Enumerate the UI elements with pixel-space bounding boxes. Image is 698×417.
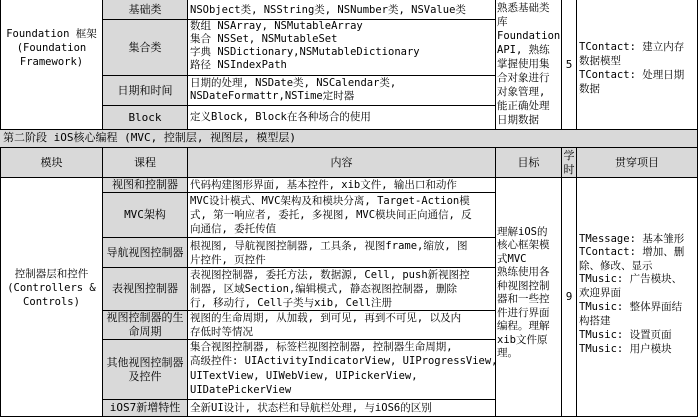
top-content-2-line-2: NSDateFormattr,NSTime定时器 <box>190 90 355 102</box>
bottom-content-3-line-1: 表视图控制器, 委托方法, 数据源, Cell, push新视图控 <box>190 269 470 281</box>
top-content-0-line-1: NSObject类, NSString类, NSNumber类, NSValue类 <box>190 4 466 16</box>
bottom-course-4: 视图控制器的生 命周期 <box>106 311 184 338</box>
bottom-course-5: 其他视图控制器 及控件 <box>106 355 184 383</box>
bottom-course-3: 表视图控制器 <box>112 282 178 295</box>
bottom-project-line-1: TMessage: 基本雏形 <box>579 233 685 245</box>
top-course-1: 集合类 <box>128 40 162 54</box>
bottom-project-line-2: TContact: 增加、删 <box>579 246 685 258</box>
bottom-content-4-line-1: 视图的生命周期, 从加载, 到可见, 再到不可见, 以及内 <box>190 312 462 324</box>
top-content-1-line-3: 字典 NSDictionary,NSMutableDictionary <box>190 46 420 58</box>
top-goal-line-2: 库 <box>497 16 508 28</box>
bottom-content-2-line-2: 片控件, 页控件 <box>190 254 266 266</box>
bottom-project-line-6: TMusic: 整体界面结 <box>579 301 683 313</box>
top-goal-line-1: 熟悉基础类 <box>497 2 550 14</box>
top-course-3: Block <box>128 110 162 124</box>
top-goal-line-3: Foundation <box>497 30 561 42</box>
bottom-project-line-4: TMusic: 广告模块、 <box>579 273 683 285</box>
bottom-module-line-2: (Controllers & <box>7 282 96 294</box>
bottom-module-cell <box>1 255 102 321</box>
header-goal: 目标 <box>517 155 540 169</box>
bottom-goal-line-2: 核心框架模 <box>497 239 550 251</box>
header-course: 课程 <box>134 155 156 169</box>
header-hours: 学 时 <box>563 148 575 176</box>
top-goal-line-8: 能正确处理 <box>497 100 550 112</box>
top-goal-line-5: 掌握使用集 <box>497 58 550 70</box>
bottom-project-line-3: 除、修改、显示 <box>579 260 653 272</box>
bottom-course-0: 视图和控制器 <box>112 178 178 191</box>
bottom-goal-line-1: 理解iOS的 <box>497 226 548 238</box>
top-project-line-2: 数据模型 <box>579 55 621 67</box>
bottom-content-5-line-1: 集合视图控制器, 标签栏视图控制器, 控制器生命周期, <box>190 341 453 353</box>
bottom-module-line-1: 控制器层和控件 <box>14 268 89 280</box>
bottom-course-1: MVC架构 <box>124 208 166 221</box>
top-module-line-1: Foundation 框架 <box>6 28 97 40</box>
header-module: 模块 <box>40 155 63 169</box>
bottom-goal-line-8: 编程。理解 <box>497 320 550 332</box>
top-content-2-line-1: 日期的处理, NSDate类, NSCalendar类, <box>190 77 397 89</box>
bottom-goal-line-7: 件进行界面 <box>497 307 550 319</box>
bottom-project-line-5: 欢迎界面 <box>579 287 621 299</box>
bottom-course-2: 导航视图控制器 <box>106 245 184 259</box>
bottom-course-6: iOS7新增特性 <box>109 401 181 414</box>
top-project-line-3: TContact: 处理日期 <box>579 69 685 81</box>
bottom-hours: 9 <box>565 290 573 303</box>
bottom-goal-line-4: 熟练使用各 <box>497 266 550 278</box>
bottom-content-3-line-3: 行, 移动行, Cell子类与xib, Cell注册 <box>190 297 392 309</box>
bottom-project-line-7: 构搭建 <box>579 315 611 327</box>
bottom-content-0-line-1: 代码构建图形界面, 基本控件, xib文件, 输出口和动作 <box>190 179 457 191</box>
top-module-line-3: Framework) <box>19 56 84 68</box>
top-project-line-4: 数据 <box>579 83 600 95</box>
bottom-content-1-line-1: MVC设计模式、MVC架构及和模块分离, Target-Action模 <box>190 195 470 207</box>
bottom-goal-line-10: 理。 <box>497 347 518 359</box>
top-course-2: 日期和时间 <box>117 83 173 97</box>
bottom-content-1-line-2: 式, 第一响应者, 委托, 多视图, MVC模块间正向通信, 反 <box>190 209 472 221</box>
top-content-1-line-4: 路径 NSIndexPath <box>190 59 287 71</box>
bottom-content-5-line-2: 高级控件: UIActivityIndicatorView, UIProgressView, <box>190 355 498 367</box>
bottom-module-line-3: Controls) <box>23 296 80 308</box>
header-project: 贯穿项目 <box>615 155 659 169</box>
bottom-project-line-9: TMusic: 用户模块 <box>579 343 672 355</box>
bottom-content-1-line-3: 向通信, 委托传值 <box>190 223 277 235</box>
bottom-content-4-line-2: 存低时等情况 <box>190 326 253 338</box>
top-content-1-line-1: 数组 NSArray, NSMutableArray <box>190 20 363 32</box>
stage-title: 第二阶段 iOS核心编程 (MVC, 控制层, 视图层, 模型层) <box>3 131 296 144</box>
bottom-goal-line-5: 种视图控制 <box>497 280 550 292</box>
top-module-line-2: (Foundation <box>16 42 87 54</box>
bottom-content-5-line-3: UITextView, UIWebView, UIPickerView, <box>190 370 418 382</box>
top-project-line-1: TContact: 建立内存 <box>579 41 685 53</box>
bottom-content-2-line-1: 根视图, 导航视图控制器, 工具条, 视图frame,缩放, 图 <box>190 240 468 252</box>
bottom-goal-line-9: xib文件原 <box>497 334 548 346</box>
top-goal-line-7: 对象管理, <box>497 86 546 98</box>
bottom-project-line-8: TMusic: 设置页面 <box>579 329 672 341</box>
top-content-1-line-2: 集合 NSSet, NSMutableSet <box>190 33 338 45</box>
bottom-content-5-line-4: UIDatePickerView <box>190 384 292 396</box>
bottom-content-6-line-1: 全新UI设计, 状态栏和导航栏处理, 与iOS6的区别 <box>190 402 432 414</box>
bottom-goal-line-6: 器和一些控 <box>497 293 550 305</box>
top-module-cell <box>1 20 102 76</box>
top-content-3-line-1: 定义Block, Block在各种场合的使用 <box>190 111 371 123</box>
bottom-content-3-line-2: 制器, 区域Section,编辑模式, 静态视图控制器, 删除 <box>190 283 458 295</box>
top-hours: 5 <box>565 57 573 71</box>
top-goal-line-9: 日期数据 <box>497 114 539 126</box>
header-content: 内容 <box>330 155 353 169</box>
bottom-goal-line-3: 式MVC <box>497 253 527 265</box>
top-course-0: 基础类 <box>128 3 162 16</box>
top-goal-line-4: API, 熟练 <box>497 44 550 56</box>
top-goal-line-6: 合对象进行 <box>497 72 550 84</box>
